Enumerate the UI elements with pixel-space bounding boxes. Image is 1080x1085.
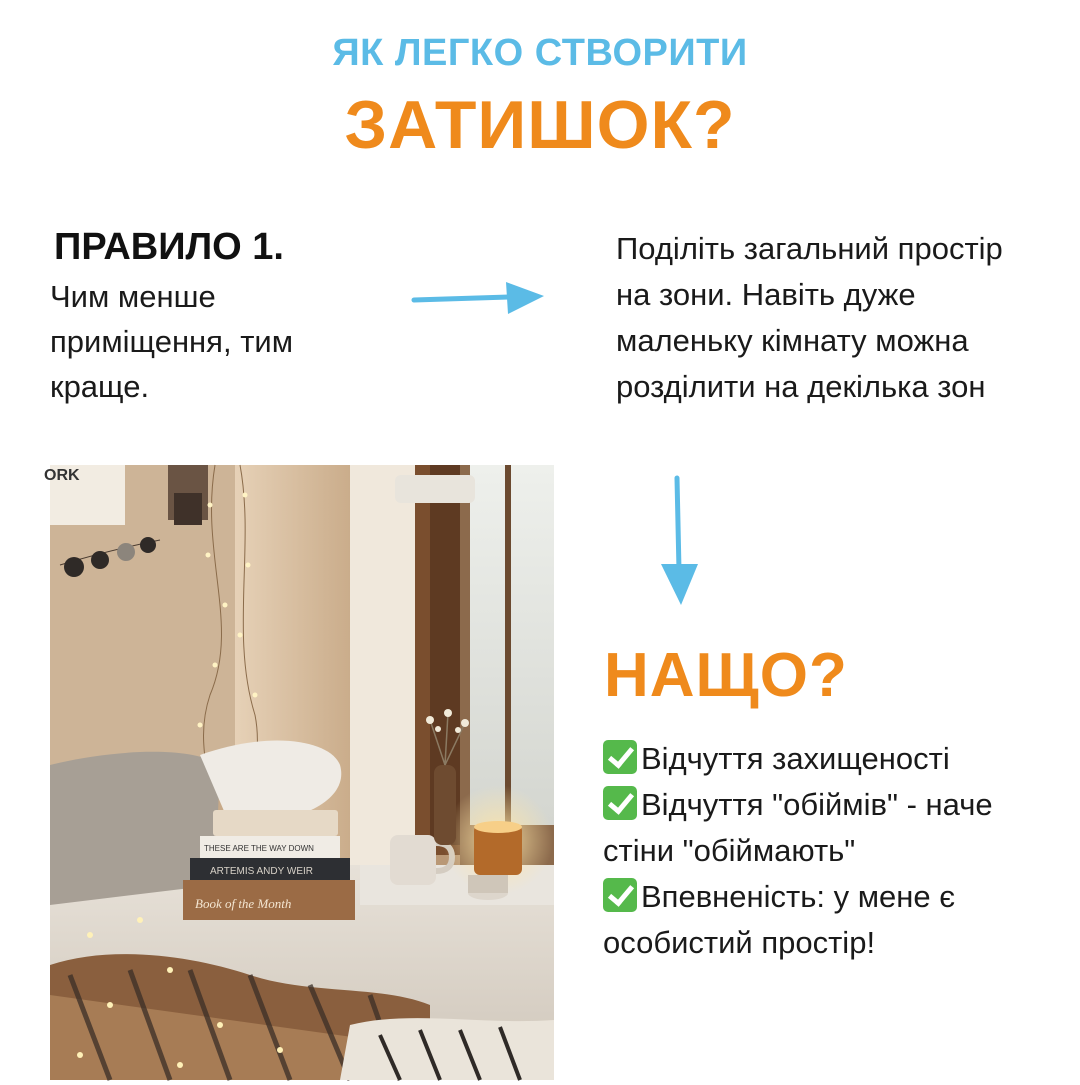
book-spine-2: ARTEMIS ANDY WEIR <box>210 866 313 877</box>
arrow-right-icon <box>410 278 550 318</box>
list-item <box>603 782 1063 874</box>
check-mark-icon <box>603 878 637 912</box>
benefits-list <box>603 736 1063 966</box>
poster-text: ORK <box>44 467 80 484</box>
list-item <box>603 874 1063 966</box>
subtitle: ЯК ЛЕГКО СТВОРИТИ <box>332 32 748 74</box>
benefit-text: Відчуття "обіймів" - наче стіни "обіймають" <box>603 787 993 868</box>
book-cover-text: Book of the Month <box>195 896 292 911</box>
list-item <box>603 736 1063 782</box>
check-mark-icon <box>603 740 637 774</box>
page-title: ЗАТИШОК? <box>344 87 736 163</box>
why-heading: НАЩО? <box>604 641 848 710</box>
advice-text: Поділіть загальний простір на зони. Навіть дуже маленьку кімнату можна розділити на декілька зон <box>616 231 1003 404</box>
rule-text: Чим менше приміщення, тим краще. <box>50 279 294 404</box>
check-mark-icon <box>603 786 637 820</box>
book-spine-1: THESE ARE THE WAY DOWN <box>204 844 314 853</box>
cozy-room-photo <box>44 465 554 1080</box>
benefit-text: Впевненість: у мене є особистий простір! <box>603 879 956 960</box>
benefit-text: Відчуття захищеності <box>641 741 950 776</box>
rule-label: ПРАВИЛО 1. <box>54 226 284 268</box>
arrow-down-icon <box>655 474 705 609</box>
